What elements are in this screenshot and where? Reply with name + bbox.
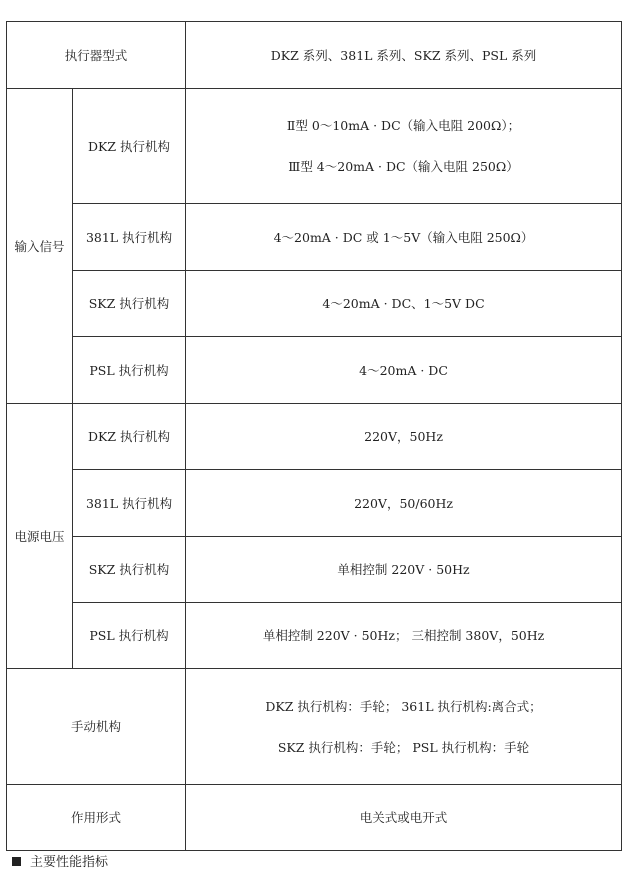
input-signal-dkz-line-2: Ⅲ型 4～20mA · DC（输入电阻 250Ω）: [288, 159, 519, 174]
performance-spec-table: [6, 21, 622, 851]
table-row: [7, 22, 622, 89]
supply-voltage-dkz-value: 220V，50Hz: [186, 404, 622, 470]
table-row: [7, 271, 622, 337]
manual-mechanism-line-1: DKZ 执行机构：手轮； 361L 执行机构:离合式；: [265, 698, 542, 714]
input-signal-381l-value: 4～20mA · DC 或 1～5V（输入电阻 250Ω）: [186, 204, 622, 271]
table-caption: [12, 851, 108, 870]
manual-mechanism-label: 手动机构: [7, 669, 186, 785]
table-row: [7, 603, 622, 669]
input-signal-psl-name: PSL 执行机构: [73, 337, 186, 404]
supply-voltage-psl-name: PSL 执行机构: [73, 603, 186, 669]
action-form-value: 电关式或电开式: [186, 785, 622, 851]
input-signal-skz-name: SKZ 执行机构: [73, 271, 186, 337]
supply-voltage-label: 电源电压: [7, 404, 73, 669]
supply-voltage-skz-value: 单相控制 220V · 50Hz: [186, 537, 622, 603]
table-row: [7, 785, 622, 851]
actuator-model-label: 执行器型式: [7, 22, 186, 89]
supply-voltage-381l-value: 220V，50/60Hz: [186, 470, 622, 537]
manual-mechanism-value: [186, 669, 622, 785]
supply-voltage-dkz-name: DKZ 执行机构: [73, 404, 186, 470]
supply-voltage-skz-name: SKZ 执行机构: [73, 537, 186, 603]
input-signal-381l-name: 381L 执行机构: [73, 204, 186, 271]
table-row: [7, 669, 622, 785]
supply-voltage-381l-name: 381L 执行机构: [73, 470, 186, 537]
caption-text: 主要性能指标: [30, 855, 109, 870]
manual-mechanism-line-2: SKZ 执行机构：手轮； PSL 执行机构：手轮: [277, 739, 530, 755]
table-row: [7, 337, 622, 404]
input-signal-dkz-value: [186, 89, 622, 204]
input-signal-dkz-name: DKZ 执行机构: [73, 89, 186, 204]
input-signal-psl-value: 4～20mA · DC: [186, 337, 622, 404]
input-signal-label: 输入信号: [7, 89, 73, 404]
table-row: [7, 537, 622, 603]
actuator-model-value: DKZ 系列、381L 系列、SKZ 系列、PSL 系列: [186, 22, 622, 89]
table-row: [7, 89, 622, 204]
table-row: [7, 470, 622, 537]
action-form-label: 作用形式: [7, 785, 186, 851]
table-row: [7, 204, 622, 271]
input-signal-skz-value: 4～20mA · DC、1～5V DC: [186, 271, 622, 337]
table-row: [7, 404, 622, 470]
input-signal-dkz-line-1: Ⅱ型 0～10mA · DC（输入电阻 200Ω）；: [286, 118, 521, 133]
supply-voltage-psl-value: 单相控制 220V · 50Hz； 三相控制 380V，50Hz: [186, 603, 622, 669]
